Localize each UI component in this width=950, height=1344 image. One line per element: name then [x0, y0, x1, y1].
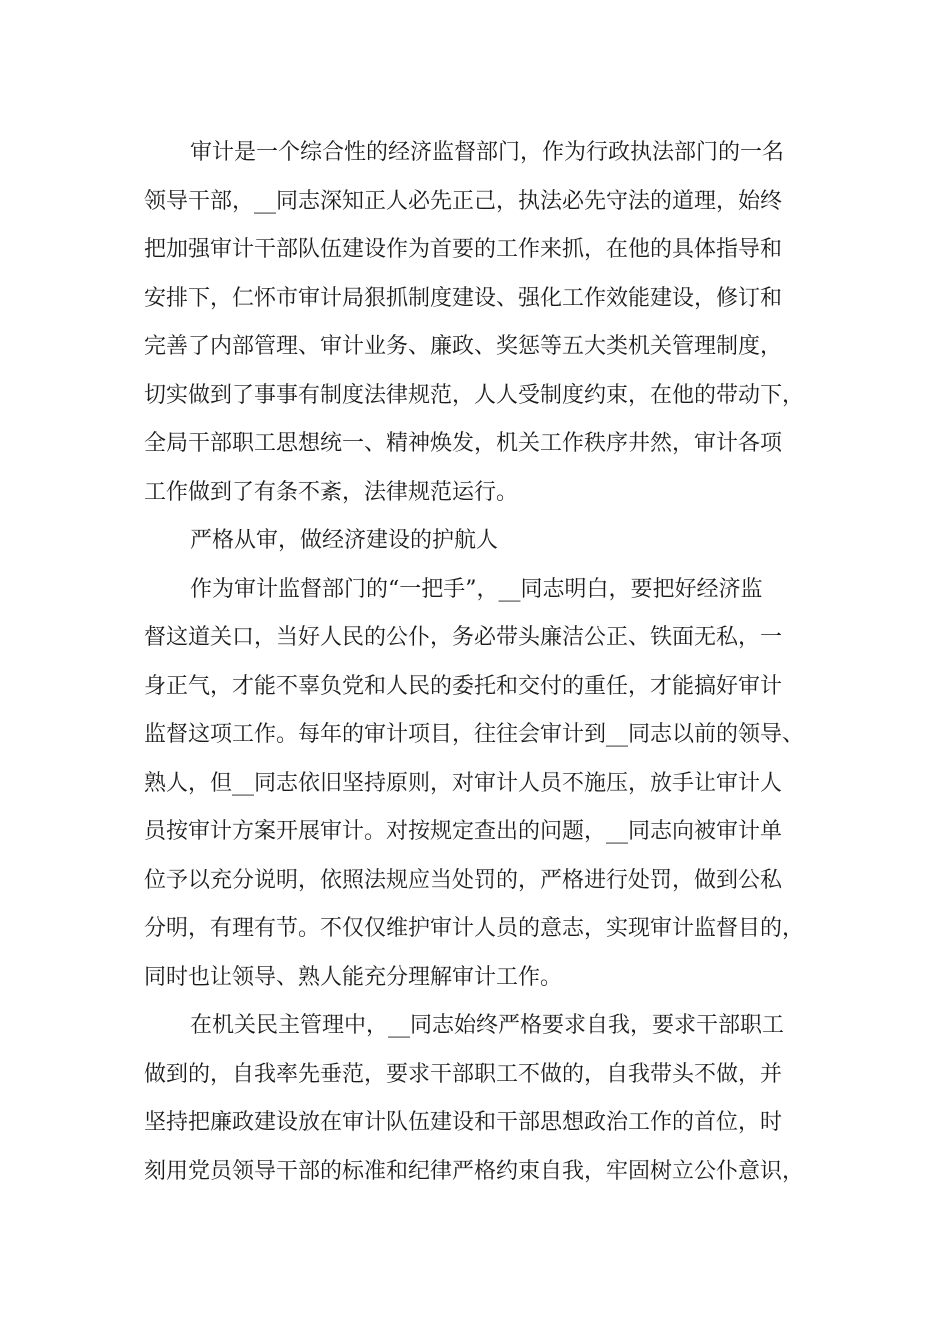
- text-line: 作为审计监督部门的“一把手”，__同志明白，要把好经济监: [190, 576, 763, 602]
- text-line: 领导干部，__同志深知正人必先正己，执法必先守法的道理，始终: [144, 188, 783, 214]
- document-body: [144, 129, 824, 1196]
- text-line: 同时也让领导、熟人能充分理解审计工作。: [144, 964, 563, 990]
- text-line: 安排下，仁怀市审计局狠抓制度建设、强化工作效能建设，修订和: [144, 285, 783, 311]
- text-line: 位予以充分说明，依照法规应当处罚的，严格进行处罚，做到公私: [144, 867, 783, 893]
- text-line: 坚持把廉政建设放在审计队伍建设和干部思想政治工作的首位，时: [144, 1110, 783, 1135]
- text-line: 分明，有理有节。不仅仅维护审计人员的意志，实现审计监督目的，: [144, 916, 805, 941]
- text-line: 在机关民主管理中，__同志始终严格要求自我，要求干部职工: [190, 1013, 785, 1038]
- text-line: 熟人，但__同志依旧坚持原则，对审计人员不施压，放手让审计人: [144, 770, 783, 796]
- text-line: 身正气，才能不辜负党和人民的委托和交付的重任，才能搞好审计: [144, 673, 783, 699]
- paragraph-audit-overview: [144, 129, 824, 517]
- text-line: 员按审计方案开展审计。对按规定查出的问题，__同志向被审计单: [144, 819, 783, 844]
- text-line: 切实做到了事事有制度法律规范，人人受制度约束，在他的带动下，: [144, 382, 805, 408]
- text-line: 做到的，自我率先垂范，要求干部职工不做的，自我带头不做，并: [144, 1061, 783, 1087]
- text-line: 全局干部职工思想统一、精神焕发，机关工作秩序井然，审计各项: [144, 431, 783, 456]
- text-line: 督这道关口，当好人民的公仆，务必带头廉洁公正、铁面无私，一: [144, 625, 783, 650]
- text-line: 工作做到了有条不紊，法律规范运行。: [144, 479, 519, 505]
- text-line: 审计是一个综合性的经济监督部门，作为行政执法部门的一名: [190, 140, 785, 165]
- text-line: 完善了内部管理、审计业务、廉政、奖惩等五大类机关管理制度，: [144, 334, 783, 359]
- text-line: 刻用党员领导干部的标准和纪律严格约束自我，牢固树立公仆意识，: [144, 1158, 805, 1184]
- section-heading: [144, 517, 824, 566]
- paragraph-democratic-management: [144, 1002, 824, 1196]
- text-line: 监督这项工作。每年的审计项目，往往会审计到__同志以前的领导、: [144, 722, 805, 747]
- paragraph-strict-audit: [144, 566, 824, 1003]
- section-heading-text: 严格从审，做经济建设的护航人: [190, 528, 499, 553]
- text-line: 把加强审计干部队伍建设作为首要的工作来抓，在他的具体指导和: [144, 237, 783, 262]
